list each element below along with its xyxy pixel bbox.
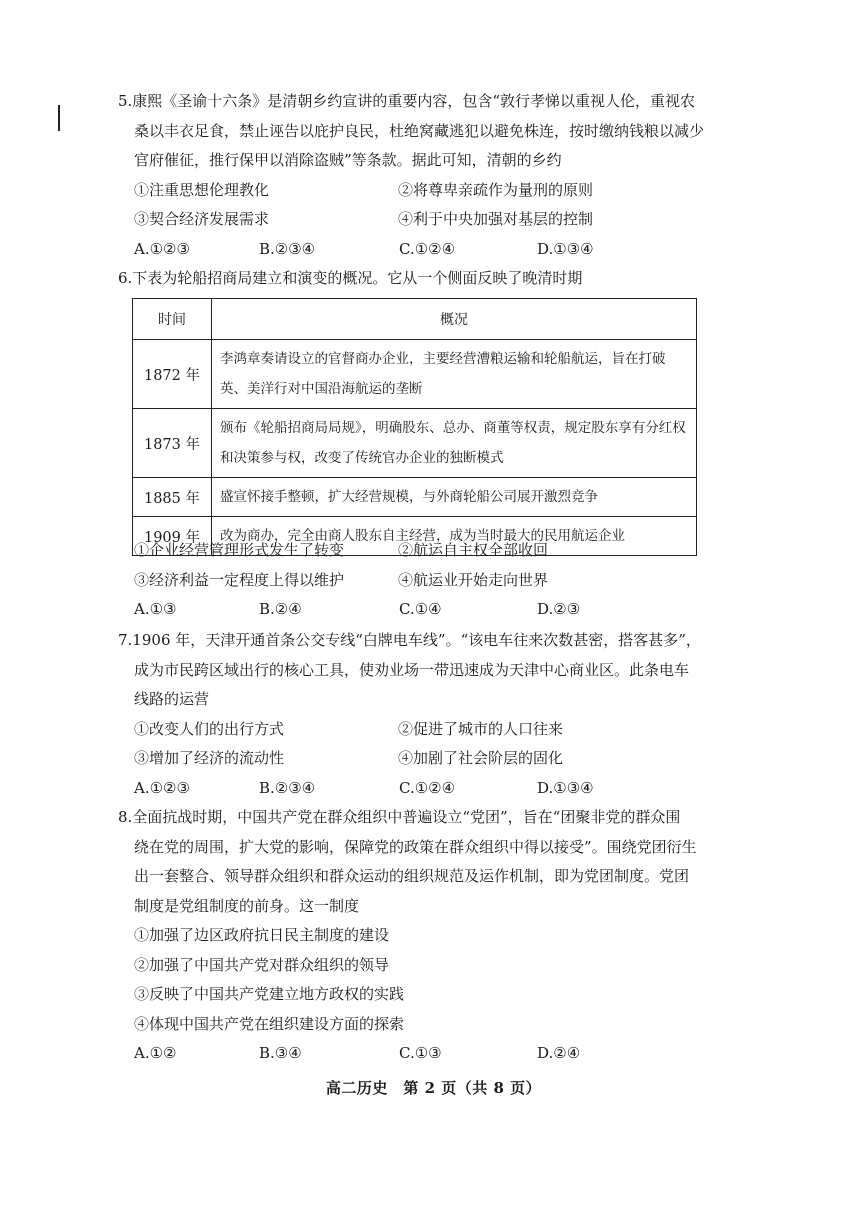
q6-choice-b: B.②④ bbox=[259, 600, 302, 618]
table-cell-year: 1873 年 bbox=[133, 409, 212, 478]
table-cell-desc: 改为商办，完全由商人股东自主经营，成为当时最大的民用航运企业 bbox=[212, 517, 697, 556]
table-cell-year: 1909 年 bbox=[133, 517, 212, 556]
question-8 bbox=[118, 803, 758, 1069]
q7-line-3: 线路的运营 bbox=[134, 690, 210, 708]
table-header-row bbox=[133, 299, 697, 340]
table-row bbox=[133, 340, 697, 409]
table-cell-year: 1872 年 bbox=[133, 340, 212, 409]
table-header-time: 时间 bbox=[133, 299, 212, 340]
table-cell-desc: 颁布《轮船招商局局规》，明确股东、总办、商董等权责，规定股东享有分红权和决策参与权，改变了传统官办企业的独断模式 bbox=[212, 409, 697, 478]
q5-choice-c: C.①②④ bbox=[399, 239, 456, 258]
q7-statement-3: ③增加了经济的流动性 bbox=[134, 749, 285, 767]
q5-line-1: 5.康熙《圣谕十六条》是清朝乡约宣讲的重要内容，包含“敦行孝悌以重视人伦，重视农 bbox=[118, 92, 695, 110]
q8-statement-3: ③反映了中国共产党建立地方政权的实践 bbox=[134, 985, 405, 1003]
q5-statement-3: ③契合经济发展需求 bbox=[134, 210, 270, 228]
q6-choice-c: C.①④ bbox=[399, 600, 442, 618]
q5-choices bbox=[118, 235, 758, 265]
q8-choices bbox=[118, 1039, 758, 1069]
q6-choices bbox=[118, 595, 758, 625]
q7-choice-a: A.①②③ bbox=[134, 778, 190, 797]
q8-line-4: 制度是党组制度的前身。这一制度 bbox=[134, 896, 360, 915]
q8-statement-2: ②加强了中国共产党对群众组织的领导 bbox=[134, 955, 390, 974]
q8-choice-a: A.①② bbox=[134, 1044, 177, 1062]
q7-line-1: 7.1906 年，天津开通首条公交专线“白牌电车线”。“该电车往来次数甚密，搭客甚多”， bbox=[118, 631, 701, 649]
q6-stem: 6.下表为轮船招商局建立和演变的概况。它从一个侧面反映了晚清时期 bbox=[118, 269, 583, 287]
margin-mark bbox=[58, 105, 60, 131]
q7-choices bbox=[118, 774, 758, 804]
q6-choice-a: A.①③ bbox=[134, 600, 177, 618]
table-row bbox=[133, 478, 697, 517]
q7-statements bbox=[118, 715, 758, 774]
q6-statements bbox=[118, 536, 758, 595]
q8-choice-c: C.①③ bbox=[399, 1044, 442, 1062]
q8-choice-d: D.②④ bbox=[537, 1044, 581, 1062]
q7-line-2: 成为市民跨区域出行的核心工具，使劝业场一带迅速成为天津中心商业区。此条电车 bbox=[134, 660, 690, 679]
q8-choice-b: B.③④ bbox=[259, 1044, 302, 1062]
q8-statement-4: ④体现中国共产党在组织建设方面的探索 bbox=[134, 1014, 405, 1033]
q6-statement-2: ②航运自主权全部收回 bbox=[398, 541, 549, 559]
q6-statement-4: ④航运业开始走向世界 bbox=[398, 570, 549, 589]
q5-line-3: 官府催征，推行保甲以消除盗贼”等条款。据此可知，清朝的乡约 bbox=[134, 151, 562, 169]
q7-statement-4: ④加剧了社会阶层的固化 bbox=[398, 749, 564, 767]
q6-statement-1: ①企业经营管理形式发生了转变 bbox=[134, 541, 345, 559]
q5-statement-2: ②将尊卑亲疏作为量刑的原则 bbox=[398, 180, 594, 199]
q7-statement-1: ①改变人们的出行方式 bbox=[134, 719, 285, 738]
q5-statement-1: ①注重思想伦理教化 bbox=[134, 180, 270, 199]
table-cell-year: 1885 年 bbox=[133, 478, 212, 517]
q6-statement-3: ③经济利益一定程度上得以维护 bbox=[134, 570, 345, 589]
question-7 bbox=[118, 626, 758, 803]
q5-choice-d: D.①③④ bbox=[537, 239, 594, 258]
q7-choice-d: D.①③④ bbox=[537, 778, 594, 797]
history-table bbox=[132, 298, 697, 556]
question-6-stem bbox=[118, 264, 758, 294]
q5-line-2: 桑以丰衣足食，禁止诬告以庇护良民，杜绝窝藏逃犯以避免株连，按时缴纳钱粮以减少 bbox=[134, 121, 705, 140]
table-header-overview: 概况 bbox=[212, 299, 697, 340]
q5-statements bbox=[118, 176, 758, 235]
q8-line-2: 绕在党的周围，扩大党的影响，保障党的政策在群众组织中得以接受”。围绕党团衍生 bbox=[134, 837, 697, 856]
q5-statement-4: ④利于中央加强对基层的控制 bbox=[398, 210, 594, 228]
table-cell-desc: 李鸿章奏请设立的官督商办企业，主要经营漕粮运输和轮船航运，旨在打破英、美洋行对中国沿海航运的垄断 bbox=[212, 340, 697, 409]
q5-choice-a: A.①②③ bbox=[134, 239, 190, 258]
q7-choice-c: C.①②④ bbox=[399, 778, 456, 797]
question-5 bbox=[118, 87, 758, 264]
q6-choice-d: D.②③ bbox=[537, 600, 581, 618]
table-cell-desc: 盛宣怀接手整顿，扩大经营规模，与外商轮船公司展开激烈竞争 bbox=[212, 478, 697, 517]
q8-statement-1: ①加强了边区政府抗日民主制度的建设 bbox=[134, 926, 390, 944]
q5-choice-b: B.②③④ bbox=[259, 239, 316, 258]
question-6-options bbox=[118, 536, 758, 625]
q7-choice-b: B.②③④ bbox=[259, 778, 316, 797]
q8-line-1: 8.全面抗战时期，中国共产党在群众组织中普遍设立“党团”，旨在“团聚非党的群众围 bbox=[118, 808, 681, 826]
q8-line-3: 出一套整合、领导群众组织和群众运动的组织规范及运作机制，即为党团制度。党团 bbox=[134, 867, 690, 885]
page-footer: 高二历史 第 2 页（共 8 页） bbox=[325, 1079, 542, 1097]
table-row bbox=[133, 409, 697, 478]
q7-statement-2: ②促进了城市的人口往来 bbox=[398, 719, 564, 738]
